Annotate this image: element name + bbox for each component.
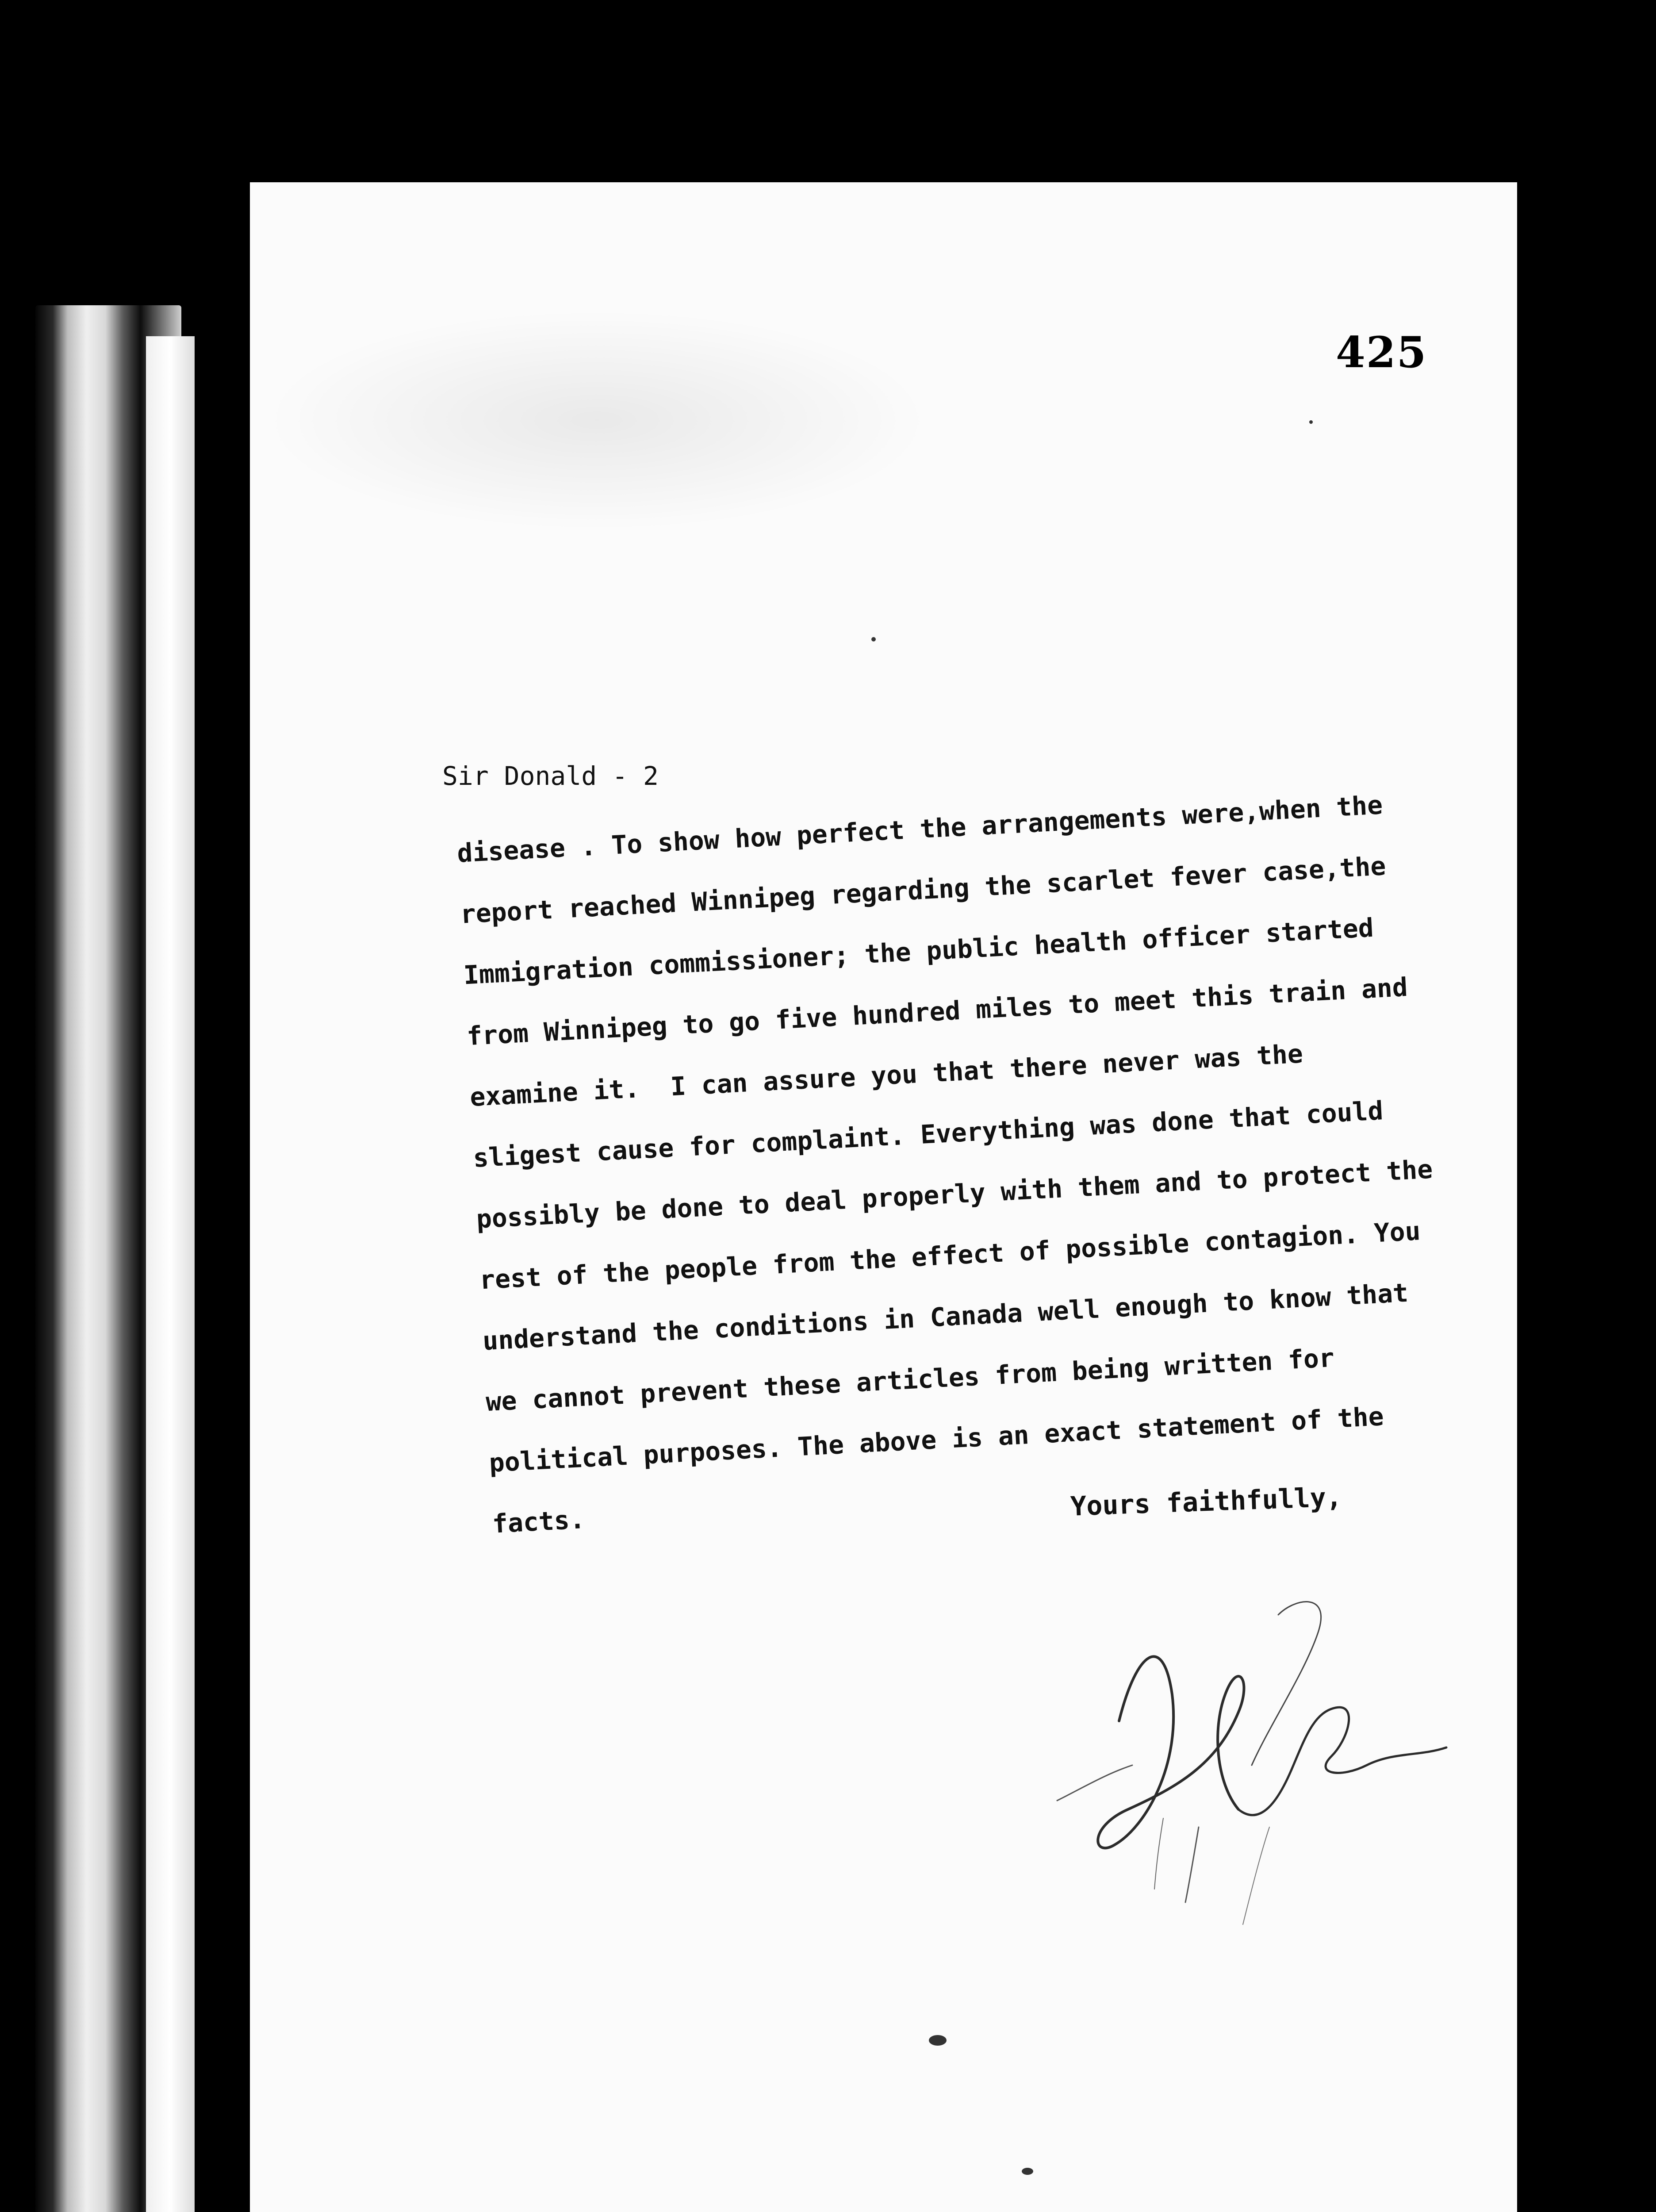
body-line-11: political purposes. The above is an exact statement of the bbox=[488, 1401, 1385, 1478]
letter-body bbox=[456, 770, 1510, 1555]
film-speck bbox=[1022, 2168, 1033, 2175]
body-line-3: Immigration commissioner; the public health officer started bbox=[463, 912, 1375, 991]
body-line-12: facts. bbox=[491, 1504, 586, 1539]
film-speck bbox=[929, 2035, 947, 2046]
body-line-5: examine it. I can assure you that there never was the bbox=[469, 1038, 1304, 1113]
letter-closing: Yours faithfully, bbox=[1070, 1482, 1343, 1522]
page-number: 425 bbox=[1336, 327, 1427, 377]
handwritten-signature bbox=[1031, 1579, 1473, 1978]
body-line-4: from Winnipeg to go five hundred miles to meet this train and bbox=[466, 972, 1409, 1052]
body-line-7: possibly be done to deal properly with them and to protect the bbox=[475, 1154, 1434, 1234]
letter-header: Sir Donald - 2 bbox=[442, 761, 659, 791]
film-speck bbox=[1309, 420, 1313, 424]
body-line-8: rest of the people from the effect of possible contagion. You bbox=[479, 1216, 1422, 1295]
body-line-2: report reached Winnipeg regarding the scarlet fever case,the bbox=[460, 851, 1387, 929]
body-line-9: understand the conditions in Canada well enough to know that bbox=[482, 1277, 1409, 1356]
body-line-6: sligest cause for complaint. Everything was done that could bbox=[472, 1095, 1384, 1173]
body-line-1: disease . To show how perfect the arrangements were,when the bbox=[456, 790, 1384, 868]
page-bleed-through bbox=[265, 310, 929, 531]
binding-inner-edge bbox=[146, 336, 195, 2212]
film-speck bbox=[871, 637, 876, 641]
body-line-10: we cannot prevent these articles from being written for bbox=[485, 1342, 1335, 1417]
